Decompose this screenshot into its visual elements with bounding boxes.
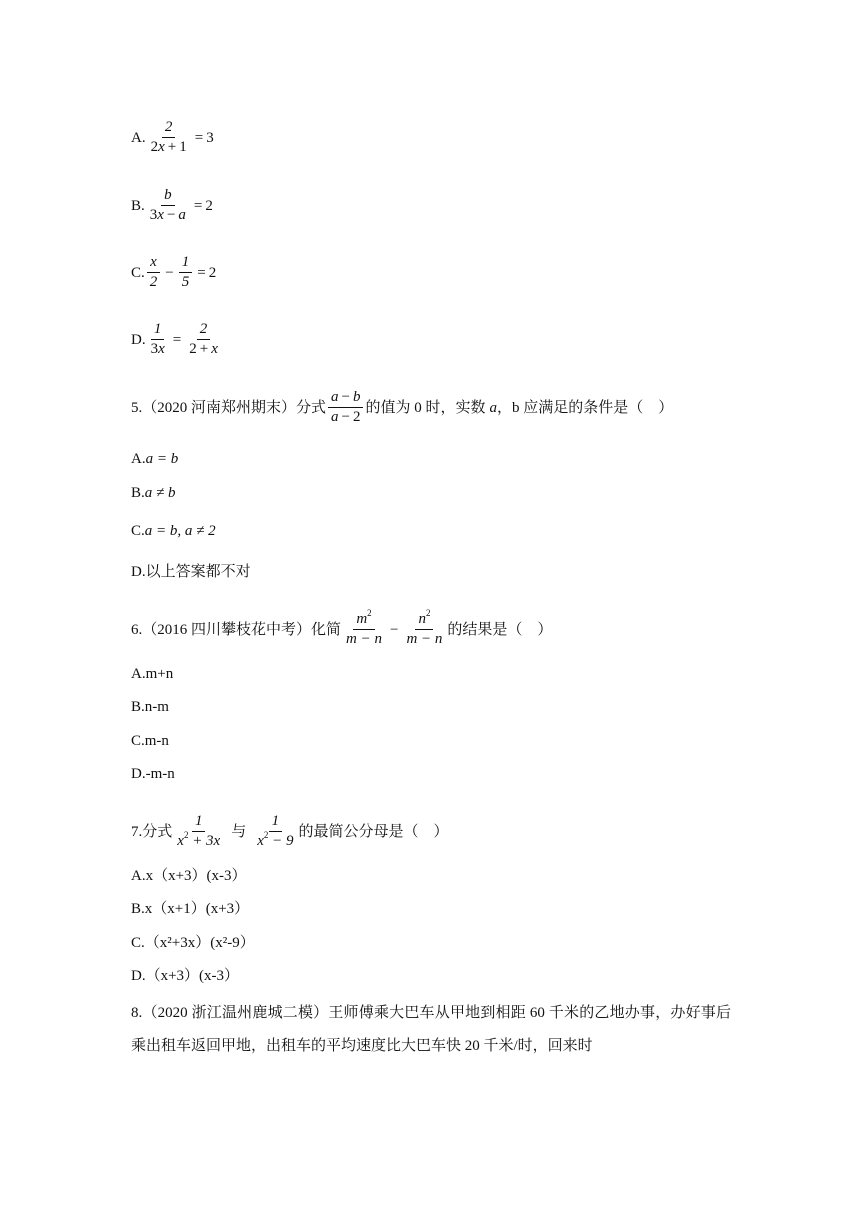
option-5d: D. 以上答案都不对: [131, 564, 251, 580]
option-4c: C. $\frac{x}{2}$ − $\frac{1}{5}$ = 2: [131, 254, 217, 290]
option-7d: D.（x+3）(x-3）: [131, 968, 240, 984]
option-5a: A. a = b: [131, 451, 179, 467]
fraction: $\frac{1}{x^2 + 3x}$: [177, 813, 221, 849]
fraction: $\frac{1}{x^2 - 9}$: [257, 813, 294, 849]
option-label: C.: [131, 264, 145, 281]
option-label: A.: [131, 129, 146, 146]
question-text: 5.（2020 河南郑州期末）分式: [131, 399, 327, 416]
option-6a: A.m+n: [131, 666, 174, 682]
fraction: $\frac{2}{2 + x}$: [189, 321, 218, 357]
fraction: $\frac{n^2}{m - n}$: [406, 608, 443, 647]
question-text: 7.分式: [131, 823, 173, 840]
option-5c: C. a = b, a ≠ 2: [131, 523, 216, 539]
option-4b: B. $\frac{b}{3x - a}$ = 2: [131, 187, 213, 223]
fraction: $\frac{b}{3x - a}$: [149, 187, 186, 223]
option-7a: A.x（x+3）(x-3）: [131, 868, 247, 884]
fraction: $\frac{a - b}{a - 2}$: [328, 388, 363, 427]
option-7c: C.（x²+3x）(x²-9）: [131, 935, 255, 951]
option-6c: C.m-n: [131, 733, 169, 749]
option-7b: B.x（x+1）(x+3）: [131, 901, 250, 917]
question-5: 5.（2020 河南郑州期末）分式 $\frac{a - b}{a - 2}$ 的值为 0 时，实数 a ，b 应满足的条件是（ ）: [131, 389, 674, 425]
option-4a: A. $\frac{2}{2x + 1}$ = 3: [131, 119, 214, 155]
fraction: $\frac{m^2}{m - n}$: [346, 608, 382, 647]
option-label: B.: [131, 197, 145, 214]
option-label: D.: [131, 331, 146, 348]
fraction: $\frac{1}{3x}$: [150, 321, 165, 357]
option-5b: B. a ≠ b: [131, 485, 176, 501]
fraction: $\frac{x}{2}$: [147, 253, 161, 292]
question-text: 6.（2016 四川攀枝花中考）化简: [131, 621, 342, 638]
fraction: $\frac{2}{2x + 1}$: [150, 119, 187, 155]
question-6: 6.（2016 四川攀枝花中考）化简 $\frac{m^2}{m - n}$ − $\frac{n^2}{m - n}$ 的结果是（ ）: [131, 608, 553, 647]
question-7: 7.分式 $\frac{1}{x^2 + 3x}$ 与 $\frac{1}{x^2 - 9}$ 的最简公分母是（ ）: [131, 813, 449, 849]
option-4d: D. $\frac{1}{3x}$ = $\frac{2}{2 + x}$: [131, 320, 223, 359]
option-6b: B.n-m: [131, 699, 169, 715]
fraction: $\frac{1}{5}$: [179, 253, 193, 292]
option-6d: D.-m-n: [131, 766, 175, 782]
question-8: 8.（2020 浙江温州鹿城二模）王师傅乘大巴车从甲地到相距 60 千米的乙地办事，办好事后乘出租车返回甲地，出租车的平均速度比大巴车快 20 千米/时，回来时: [131, 1005, 731, 1054]
